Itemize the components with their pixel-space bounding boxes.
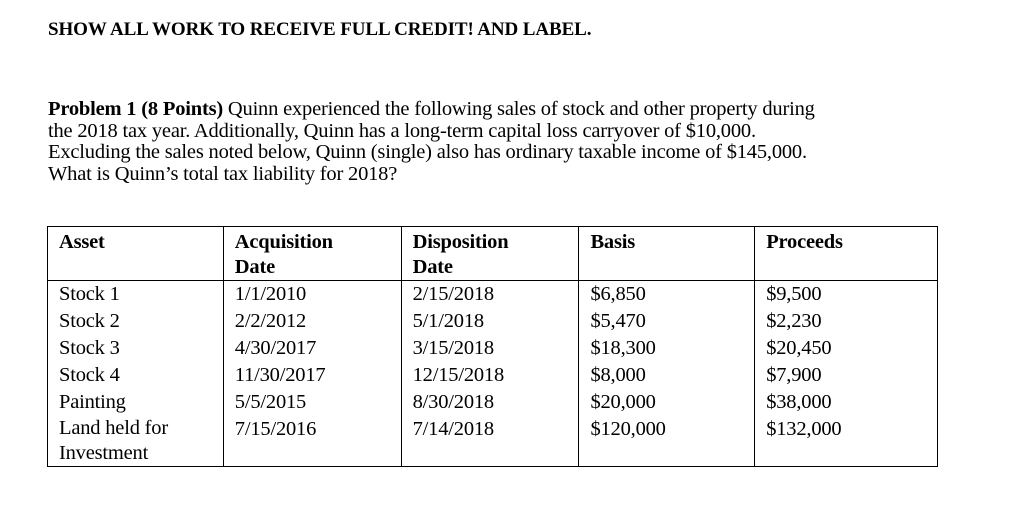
problem-statement [48,99,978,185]
asset-sales-table [47,226,938,467]
cell-disposition-date: 7/14/2018 [401,416,579,467]
table-row [48,335,938,362]
cell-acquisition-date: 2/2/2012 [223,308,401,335]
cell-acquisition-date: 4/30/2017 [223,335,401,362]
problem-line-2: the 2018 tax year. Additionally, Quinn has a long-term capital loss carryover of $10,000. [48,119,756,142]
cell-asset: Stock 4 [48,362,224,389]
cell-acquisition-date: 7/15/2016 [223,416,401,467]
cell-asset: Stock 3 [48,335,224,362]
page-heading: SHOW ALL WORK TO RECEIVE FULL CREDIT! AND LABEL. [48,19,592,40]
problem-line-1-text: Quinn experienced the following sales of stock and other property during [222,98,815,120]
cell-proceeds: $7,900 [755,362,938,389]
problem-line-1 [48,99,978,121]
cell-proceeds: $38,000 [755,389,938,416]
cell-basis: $120,000 [579,416,755,467]
cell-disposition-date: 3/15/2018 [401,335,579,362]
cell-basis: $6,850 [579,281,755,309]
header-basis: Basis [579,227,755,281]
cell-proceeds: $20,450 [755,335,938,362]
header-disposition-date: Disposition Date [401,227,579,281]
cell-disposition-date: 8/30/2018 [401,389,579,416]
cell-proceeds: $9,500 [755,281,938,309]
cell-acquisition-date: 11/30/2017 [223,362,401,389]
problem-line-4: What is Quinn’s total tax liability for 2018? [48,162,398,185]
cell-asset: Stock 2 [48,308,224,335]
cell-acquisition-date: 1/1/2010 [223,281,401,309]
table-header-row [48,227,938,281]
cell-basis: $18,300 [579,335,755,362]
table-row [48,362,938,389]
table-row [48,389,938,416]
problem-label: Problem 1 (8 Points) [48,98,223,120]
cell-disposition-date: 2/15/2018 [401,281,579,309]
cell-proceeds: $2,230 [755,308,938,335]
cell-disposition-date: 5/1/2018 [401,308,579,335]
table-row [48,281,938,309]
table-row [48,308,938,335]
cell-asset: Painting [48,389,224,416]
table-row [48,416,938,467]
header-proceeds: Proceeds [755,227,938,281]
cell-basis: $8,000 [579,362,755,389]
cell-asset: Land held for Investment [48,416,224,467]
cell-proceeds: $132,000 [755,416,938,467]
cell-disposition-date: 12/15/2018 [401,362,579,389]
header-asset: Asset [48,227,224,281]
cell-basis: $20,000 [579,389,755,416]
header-acquisition-date: Acquisition Date [223,227,401,281]
problem-line-3: Excluding the sales noted below, Quinn (single) also has ordinary taxable income of $145,000. [48,141,807,163]
cell-asset: Stock 1 [48,281,224,309]
cell-basis: $5,470 [579,308,755,335]
cell-acquisition-date: 5/5/2015 [223,389,401,416]
